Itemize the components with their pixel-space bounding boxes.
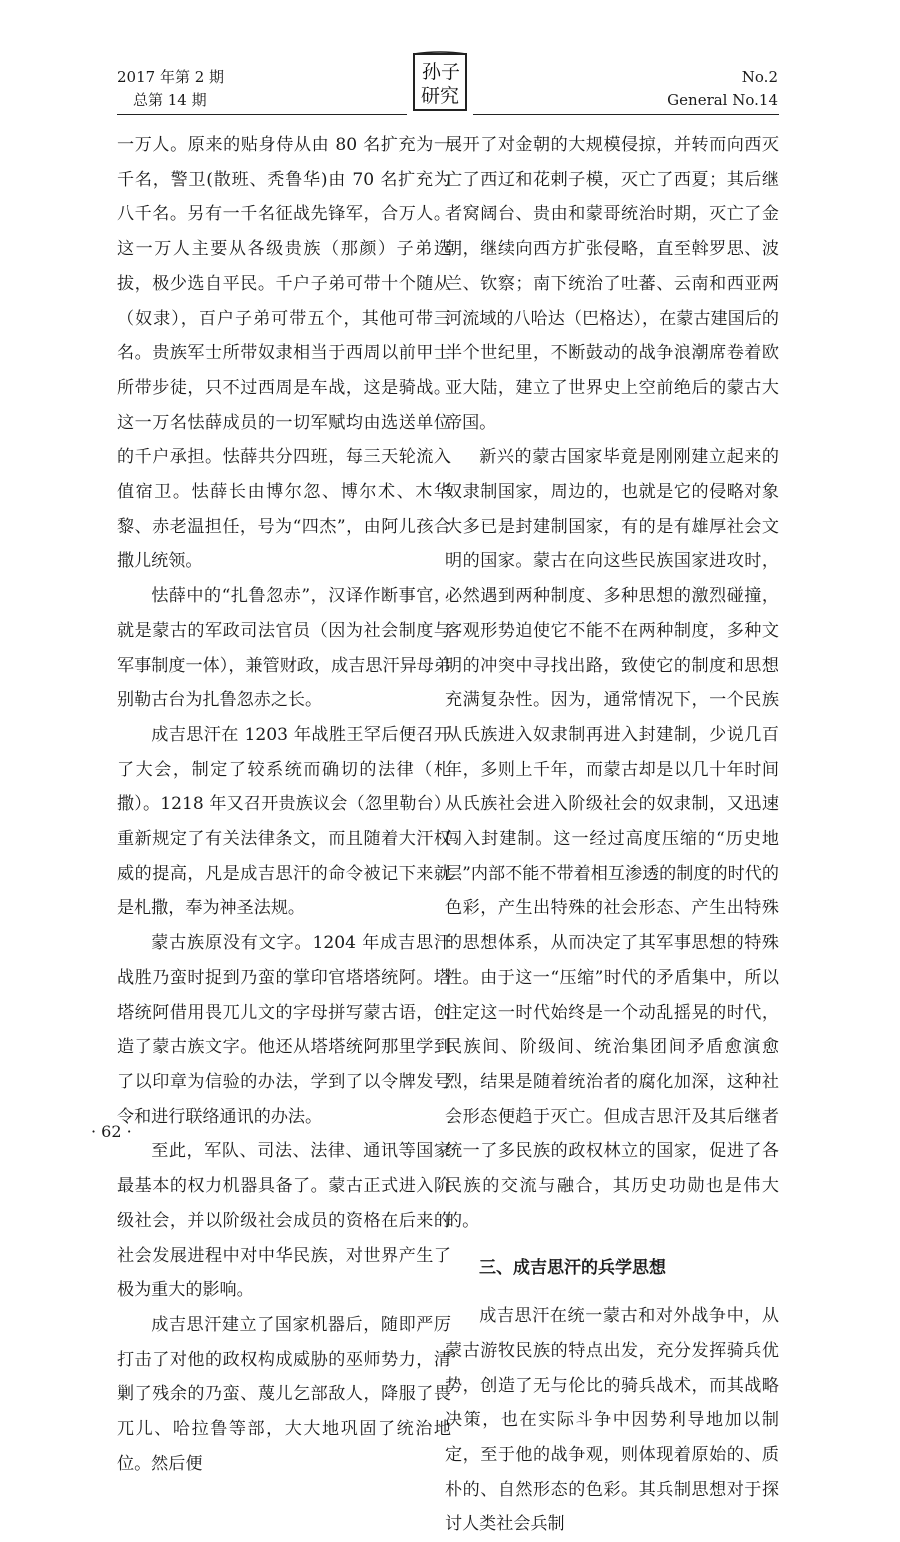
paragraph: 怯薛中的“扎鲁忽赤”，汉译作断事官，就是蒙古的军政司法官员（因为社会制度与军事制度一体），兼管财政，成吉思汗异母弟别勒古台为扎鲁忽赤之长。	[117, 586, 451, 711]
total-issue: 总第 14 期	[133, 91, 207, 109]
issue-en: No.2	[741, 68, 778, 86]
paragraph: 成吉思汗在 1203 年战胜王罕后便召开了大会，制定了较系统而确切的法律（札撒）。1218 年又召开贵族议会（忽里勒台）重新规定了有关法律条文，而且随着大汗权威的提高，凡是成吉思汗的命令被记下来就是札撒，奉为神圣法规。	[117, 724, 451, 919]
journal-logo-seal	[411, 50, 469, 114]
paragraph: 新兴的蒙古国家毕竟是刚刚建立起来的奴隶制国家，周边的，也就是它的侵略对象大多已是封建制国家，有的是有雄厚社会文明的国家。蒙古在向这些民族国家进攻时，必然遇到两种制度、多种思想的激烈碰撞，客观形势迫使它不能不在两种制度，多种文明的冲突中寻找出路，致使它的制度和思想充满复杂性。因为，通常情况下，一个民族从氏族进入奴隶制再进入封建制，少说几百年，多则上千年，而蒙古却是以几十年时间从氏族社会进入阶级社会的奴隶制，又迅速闯入封建制。这一经过高度压缩的“历史地层”内部不能不带着相互渗透的制度的时代的色彩，产生出特殊的社会形态、产生出特殊的思想体系，从而决定了其军事思想的特殊性。由于这一“压缩”时代的矛盾集中，所以注定这一时代始终是一个动乱摇晃的时代，民族间、阶级间、统治集团间矛盾愈演愈烈，结果是随着统治者的腐化加深，这种社会形态便趋于灭亡。但成吉思汗及其后继者统一了多民族的政权林立的国家，促进了各民族的交流与融合，其历史功勋也是伟大的。	[445, 447, 779, 1231]
year-issue: 2017 年第 2 期	[117, 68, 225, 86]
svg-text:孙子: 孙子	[421, 61, 461, 83]
header-rule-right	[473, 114, 779, 115]
page-number: · 62 ·	[91, 1122, 132, 1141]
header-rule-left	[117, 114, 407, 115]
general-en: General No.14	[667, 91, 778, 109]
paragraph: 成吉思汗建立了国家机器后，随即严厉打击了对他的政权构成威胁的巫师势力，清剿了残余的乃蛮、蔑儿乞部敌人，降服了畏兀儿、哈拉鲁等部，大大地巩固了统治地位。然后便	[117, 1314, 451, 1474]
paragraph: 展开了对金朝的大规模侵掠，并转而向西灭亡了西辽和花剌子模，灭亡了西夏；其后继者窝阔台、贵由和蒙哥统治时期，灭亡了金朝，继续向西方扩张侵略，直至斡罗思、波兰、钦察；南下统治了吐蕃、云南和西亚两河流域的八哈达（巴格达），在蒙古建国后的半个世纪里，不断鼓动的战争浪潮席卷着欧亚大陆，建立了世界史上空前绝后的蒙古大帝国。	[445, 135, 779, 433]
paragraph: 蒙古族原没有文字。1204 年成吉思汗战胜乃蛮时捉到乃蛮的掌印官塔塔统阿。塔塔统阿借用畏兀儿文的字母拼写蒙古语，创造了蒙古族文字。他还从塔塔统阿那里学到了以印章为信验的办法，学到了以令牌发号令和进行联络通讯的办法。	[117, 933, 451, 1127]
paragraph: 至此，军队、司法、法律、通讯等国家最基本的权力机器具备了。蒙古正式进入阶级社会，并以阶级社会成员的资格在后来的社会发展进程中对中华民族，对世界产生了极为重大的影响。	[117, 1141, 451, 1301]
left-column	[117, 128, 451, 1481]
right-column	[445, 128, 779, 1542]
svg-text:研究: 研究	[420, 85, 460, 107]
header-left	[117, 66, 224, 112]
header-right	[667, 66, 778, 112]
paragraph: 成吉思汗在统一蒙古和对外战争中，从蒙古游牧民族的特点出发，充分发挥骑兵优势，创造了无与伦比的骑兵战术，而其战略决策，也在实际斗争中因势利导地加以制定，至于他的战争观，则体现着原始的、质朴的、自然形态的色彩。其兵制思想对于探讨人类社会兵制	[445, 1306, 779, 1535]
page-header	[0, 0, 900, 124]
paragraph: 一万人。原来的贴身侍从由 80 名扩充为一千名，警卫(散班、秃鲁华)由 70 名扩充为八千名。另有一千名征战先锋军，合万人。这一万人主要从各级贵族（那颜）子弟选拔，极少选自平民。千户子弟可带十个随从（奴隶），百户子弟可带五个，其他可带三名。贵族军士所带奴隶相当于西周以前甲士所带步徒，只不过西周是车战，这是骑战。这一万名怯薛成员的一切军赋均由选送单位的千户承担。怯薛共分四班，每三天轮流入值宿卫。怯薛长由博尔忽、博尔术、木华黎、赤老温担任，号为“四杰”，由阿儿孩合撒儿统领。	[117, 135, 451, 572]
section-heading: 三、成吉思汗的兵学思想	[479, 1257, 666, 1278]
